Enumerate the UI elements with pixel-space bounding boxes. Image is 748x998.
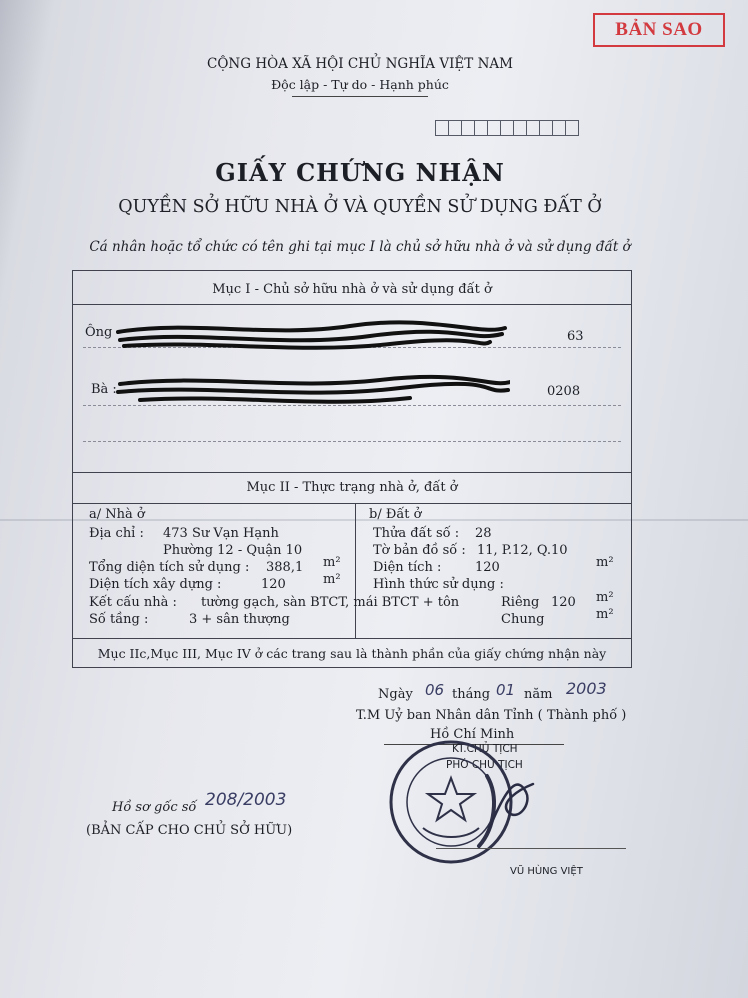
total-area-unit: m² <box>323 555 341 570</box>
authority-line1: T.M Uỷ ban Nhân dân Tỉnh ( Thành phố ) <box>356 708 627 723</box>
usage-label: Hình thức sử dụng : <box>373 577 504 592</box>
date-month-label: tháng <box>452 687 491 702</box>
serial-number-boxes <box>436 120 579 136</box>
address-label: Địa chỉ : <box>89 526 144 541</box>
signature-line <box>436 848 626 849</box>
divider <box>73 638 631 639</box>
floors-value: 3 + sân thượng <box>189 612 290 627</box>
structure-label: Kết cấu nhà : <box>89 595 177 610</box>
date-year: 2003 <box>566 679 607 698</box>
owner1-prefix: Ông <box>85 325 113 340</box>
motto-underline <box>292 96 428 97</box>
redaction-scribble <box>110 318 510 418</box>
authority-line2: Hồ Chí Minh <box>430 727 515 742</box>
signer-name: VŨ HÙNG VIỆT <box>510 866 583 877</box>
owner1-id-tail: 63 <box>567 329 584 344</box>
address-line2: Phường 12 - Quận 10 <box>163 543 303 558</box>
section2-heading: Mục II - Thực trạng nhà ở, đất ở <box>246 480 458 495</box>
shared-label: Chung <box>501 612 545 627</box>
section1-heading: Mục I - Chủ sở hữu nhà ở và sử dụng đất ở <box>212 282 492 297</box>
plot-label: Thửa đất số : <box>373 526 460 541</box>
divider <box>73 503 631 504</box>
serial-box <box>500 120 514 136</box>
built-area-unit: m² <box>323 572 341 587</box>
shared-unit: m² <box>596 607 614 622</box>
record-label: Hồ sơ gốc số <box>112 800 197 815</box>
serial-box <box>513 120 527 136</box>
date-day: 06 <box>425 681 445 699</box>
floors-label: Số tầng : <box>89 612 149 627</box>
owner2-id-tail: 0208 <box>547 384 581 399</box>
intro-text: Cá nhân hoặc tổ chức có tên ghi tại mục I là chủ sở hữu nhà ở và sử dụng đất ở <box>89 239 631 255</box>
total-area-label: Tổng diện tích sử dụng : <box>89 560 250 575</box>
map-label: Tờ bản đồ số : <box>373 543 466 558</box>
footer-note: Mục IIc,Mục III, Mục IV ở các trang sau là thành phần của giấy chứng nhận này <box>97 646 607 661</box>
built-area-label: Diện tích xây dựng : <box>89 577 222 592</box>
land-area-value: 120 <box>475 560 500 575</box>
date-year-label: năm <box>524 687 553 702</box>
land-area-label: Diện tích : <box>373 560 442 575</box>
authority-role2: PHÓ CHỦ TỊCH <box>446 759 523 771</box>
land-area-unit: m² <box>596 555 614 570</box>
plot-value: 28 <box>475 526 492 541</box>
serial-box <box>526 120 540 136</box>
serial-box <box>487 120 501 136</box>
record-copy-note: (BẢN CẤP CHO CHỦ SỞ HỮU) <box>86 823 293 838</box>
private-value: 120 <box>551 595 576 610</box>
serial-box <box>435 120 449 136</box>
serial-box <box>552 120 566 136</box>
serial-box <box>565 120 579 136</box>
serial-box <box>461 120 475 136</box>
record-number: 208/2003 <box>205 790 287 810</box>
date-month: 01 <box>496 681 516 699</box>
copy-stamp: BẢN SAO <box>593 13 725 47</box>
private-unit: m² <box>596 590 614 605</box>
private-label: Riêng <box>501 595 540 610</box>
house-title: a/ Nhà ở <box>89 507 145 522</box>
signature-mark <box>478 772 538 842</box>
serial-box <box>448 120 462 136</box>
built-area-value: 120 <box>261 577 286 592</box>
serial-box <box>539 120 553 136</box>
land-title: b/ Đất ở <box>369 507 422 522</box>
divider <box>73 304 631 305</box>
map-value: 11, P.12, Q.10 <box>477 543 568 558</box>
divider <box>73 472 631 473</box>
address-value: 473 Sư Vạn Hạnh <box>163 526 279 541</box>
serial-box <box>474 120 488 136</box>
owner2-prefix: Bà : <box>91 382 117 397</box>
structure-value: tường gạch, sàn BTCT, mái BTCT + tôn <box>201 595 460 610</box>
nation-heading: CỘNG HÒA XÃ HỘI CHỦ NGHĨA VIỆT NAM <box>207 56 513 72</box>
authority-role1: KT.CHỦ TỊCH <box>452 743 518 755</box>
document-title: GIẤY CHỨNG NHẬN <box>215 158 505 187</box>
document-subtitle: QUYỀN SỞ HỮU NHÀ Ở VÀ QUYỀN SỬ DỤNG ĐẤT Ở <box>118 197 602 217</box>
date-day-label: Ngày <box>378 687 413 702</box>
dotted-line <box>83 441 621 442</box>
total-area-value: 388,1 <box>266 560 304 575</box>
motto: Độc lập - Tự do - Hạnh phúc <box>271 77 449 92</box>
column-divider <box>355 503 356 638</box>
